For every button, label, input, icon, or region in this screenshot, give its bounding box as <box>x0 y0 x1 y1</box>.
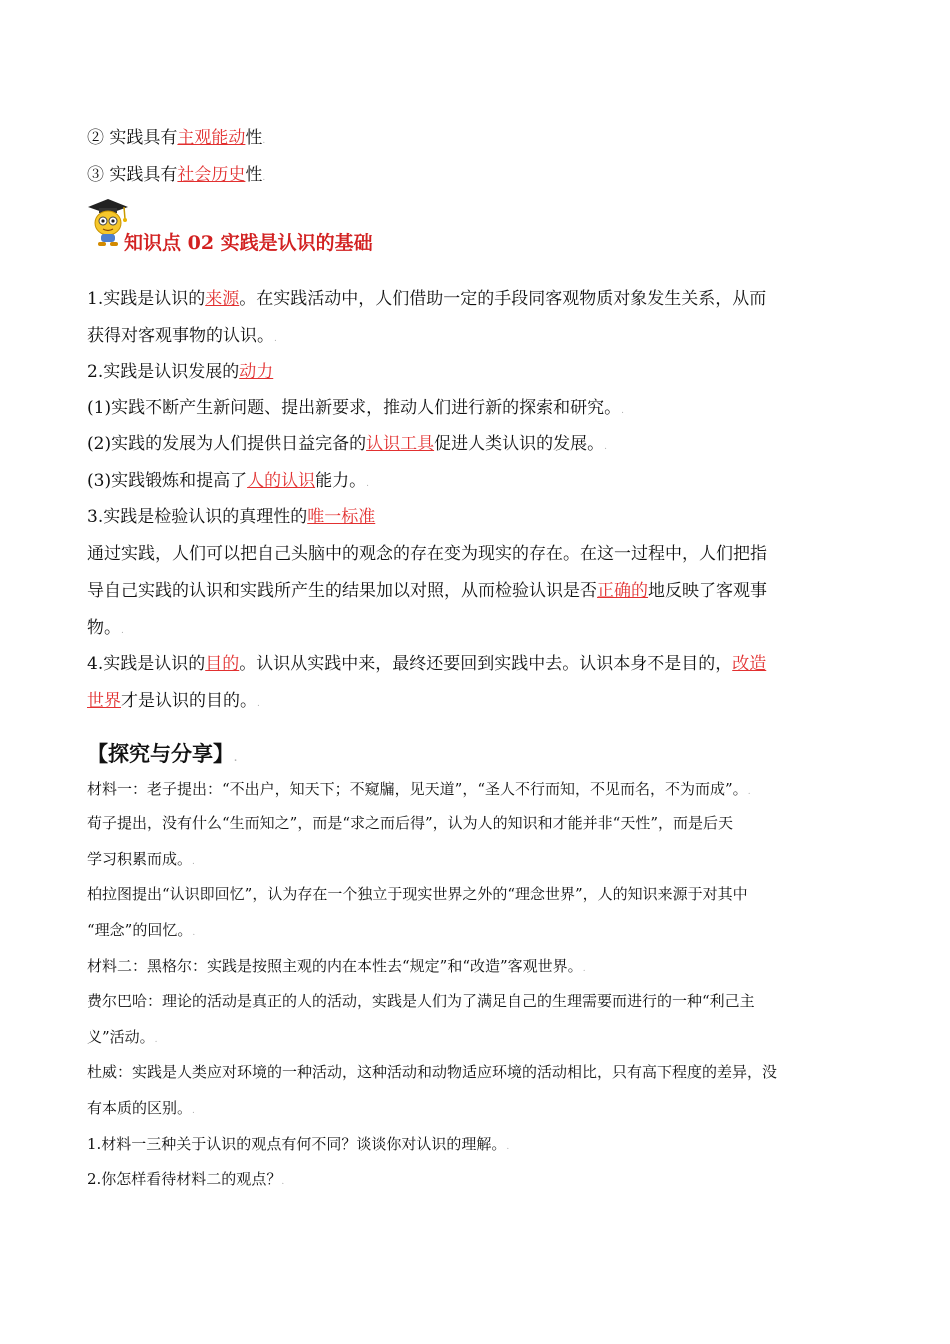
material-2-line3: 义”活动。. <box>87 1028 158 1046</box>
material-1-line3: 学习积累而成。. <box>87 850 195 868</box>
fill-blank-answer: 主观能动 <box>177 128 246 148</box>
point-3-detail-line2: 导自己实践的认识和实践所产生的结果加以对照，从而检验认识是否正确的地反映了客观事 <box>87 581 767 601</box>
material-2-line5: 有本质的区别。. <box>87 1099 195 1117</box>
point-4-line1: 4.实践是认识的目的。认识从实践中来，最终还要回到实践中去。认识本身不是目的，改造 <box>87 654 767 674</box>
point-2-3: (3)实践锻炼和提高了人的认识能力。. <box>87 471 369 491</box>
material-1-line5: “理念”的回忆。. <box>87 921 196 939</box>
material-1-line1: 材料一：老子提出：“不出户，知天下；不窥牖，见天道”，“圣人不行而知，不见而名，不为而成”。. <box>87 780 751 798</box>
point-1-line2: 获得对客观事物的认识。. <box>87 326 277 346</box>
point-4-line2: 世界才是认识的目的。. <box>87 691 260 711</box>
point-2-1: (1)实践不断产生新问题、提出新要求，推动人们进行新的探索和研究。. <box>87 398 624 418</box>
question-2: 2.你怎样看待材料二的观点？. <box>87 1170 285 1188</box>
fill-blank-answer: 唯一标准 <box>307 507 376 527</box>
explore-heading: 【探究与分享】. <box>87 741 238 766</box>
material-1-line4: 柏拉图提出“认识即回忆”，认为存在一个独立于现实世界之外的“理念世界”，人的知识来源于对其中 <box>87 885 748 903</box>
fill-blank-answer: 来源 <box>205 289 240 309</box>
practice-trait-3: ③ 实践具有社会历史性. <box>87 165 266 185</box>
fill-blank-answer: 社会历史 <box>177 165 246 185</box>
fill-blank-answer: 正确的 <box>597 581 648 601</box>
fill-blank-answer: 认识工具 <box>366 434 435 454</box>
material-2-line2: 费尔巴哈：理论的活动是真正的人的活动，实践是人们为了满足自己的生理需要而进行的一种“利己主 <box>87 992 755 1010</box>
point-3: 3.实践是检验认识的真理性的唯一标准 <box>87 507 376 527</box>
material-2-line4: 杜威：实践是人类应对环境的一种活动，这种活动和动物适应环境的活动相比，只有高下程度的差异，没 <box>87 1063 778 1081</box>
fill-blank-answer: 人的认识 <box>247 471 316 491</box>
fill-blank-answer: 目的 <box>205 654 240 674</box>
question-1: 1.材料一三种关于认识的观点有何不同？谈谈你对认识的理解。. <box>87 1135 510 1153</box>
fill-blank-answer: 改造 <box>732 654 767 674</box>
point-1-line1: 1.实践是认识的来源。在实践活动中，人们借助一定的手段同客观物质对象发生关系，从而 <box>87 289 767 309</box>
material-2-line1: 材料二：黑格尔：实践是按照主观的内在本性去“规定”和“改造”客观世界。. <box>87 957 586 975</box>
fill-blank-answer: 动力 <box>239 362 274 382</box>
material-1-line2: 荀子提出，没有什么“生而知之”，而是“求之而后得”，认为人的知识和才能并非“天性”，而是后天 <box>87 814 734 832</box>
point-2: 2.实践是认识发展的动力 <box>87 362 274 382</box>
point-2-2: (2)实践的发展为人们提供日益完备的认识工具促进人类认识的发展。. <box>87 434 607 454</box>
point-3-detail-line1: 通过实践，人们可以把自己头脑中的观念的存在变为现实的存在。在这一过程中，人们把指 <box>87 544 767 564</box>
practice-trait-2: ② 实践具有主观能动性. <box>87 128 266 148</box>
knowledge-point-title: 知识点 02 实践是认识的基础 <box>124 232 373 254</box>
point-3-detail-line3: 物。. <box>87 618 124 638</box>
fill-blank-answer: 世界 <box>87 691 121 711</box>
